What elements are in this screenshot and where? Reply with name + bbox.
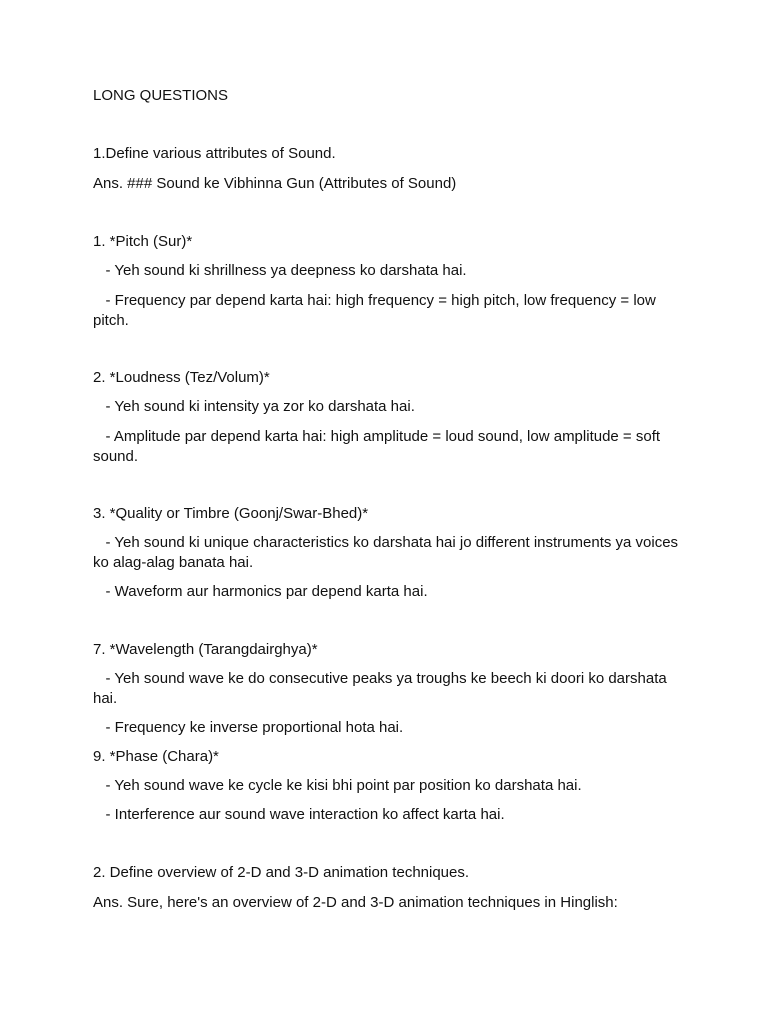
question-1: 1.Define various attributes of Sound. <box>93 145 336 162</box>
section-heading: LONG QUESTIONS <box>93 87 229 104</box>
question-2: 2. Define overview of 2-D and 3-D animation techniques. <box>93 864 470 881</box>
attribute-title-phase: 9. *Phase (Chara)* <box>93 748 219 765</box>
attribute-point: - Waveform aur harmonics par depend karta hai. <box>93 583 428 600</box>
attribute-point: - Yeh sound wave ke do consecutive peaks ya troughs ke beech ki doori ko darshata hai. <box>93 670 671 707</box>
answer-2-intro: Ans. Sure, here's an overview of 2-D and 3-D animation techniques in Hinglish: <box>93 894 618 911</box>
attribute-point: - Frequency par depend karta hai: high frequency = high pitch, low frequency = low pitch. <box>93 292 661 329</box>
attribute-point: - Frequency ke inverse proportional hota hai. <box>93 719 404 736</box>
attribute-point: - Amplitude par depend karta hai: high amplitude = loud sound, low amplitude = soft sound. <box>93 428 665 465</box>
attribute-point: - Yeh sound ki intensity ya zor ko darshata hai. <box>93 398 415 415</box>
attribute-title-loudness: 2. *Loudness (Tez/Volum)* <box>93 369 270 386</box>
attribute-title-timbre: 3. *Quality or Timbre (Goonj/Swar-Bhed)* <box>93 505 369 522</box>
attribute-title-pitch: 1. *Pitch (Sur)* <box>93 233 193 250</box>
attribute-point: - Yeh sound ki unique characteristics ko darshata hai jo different instruments ya voices ko alag-alag banata hai. <box>93 534 683 571</box>
attribute-point: - Interference aur sound wave interaction ko affect karta hai. <box>93 806 505 823</box>
attribute-point: - Yeh sound wave ke cycle ke kisi bhi point par position ko darshata hai. <box>93 777 582 794</box>
attribute-point: - Yeh sound ki shrillness ya deepness ko darshata hai. <box>93 262 467 279</box>
attribute-title-wavelength: 7. *Wavelength (Tarangdairghya)* <box>93 641 318 658</box>
answer-1-intro: Ans. ### Sound ke Vibhinna Gun (Attributes of Sound) <box>93 175 457 192</box>
